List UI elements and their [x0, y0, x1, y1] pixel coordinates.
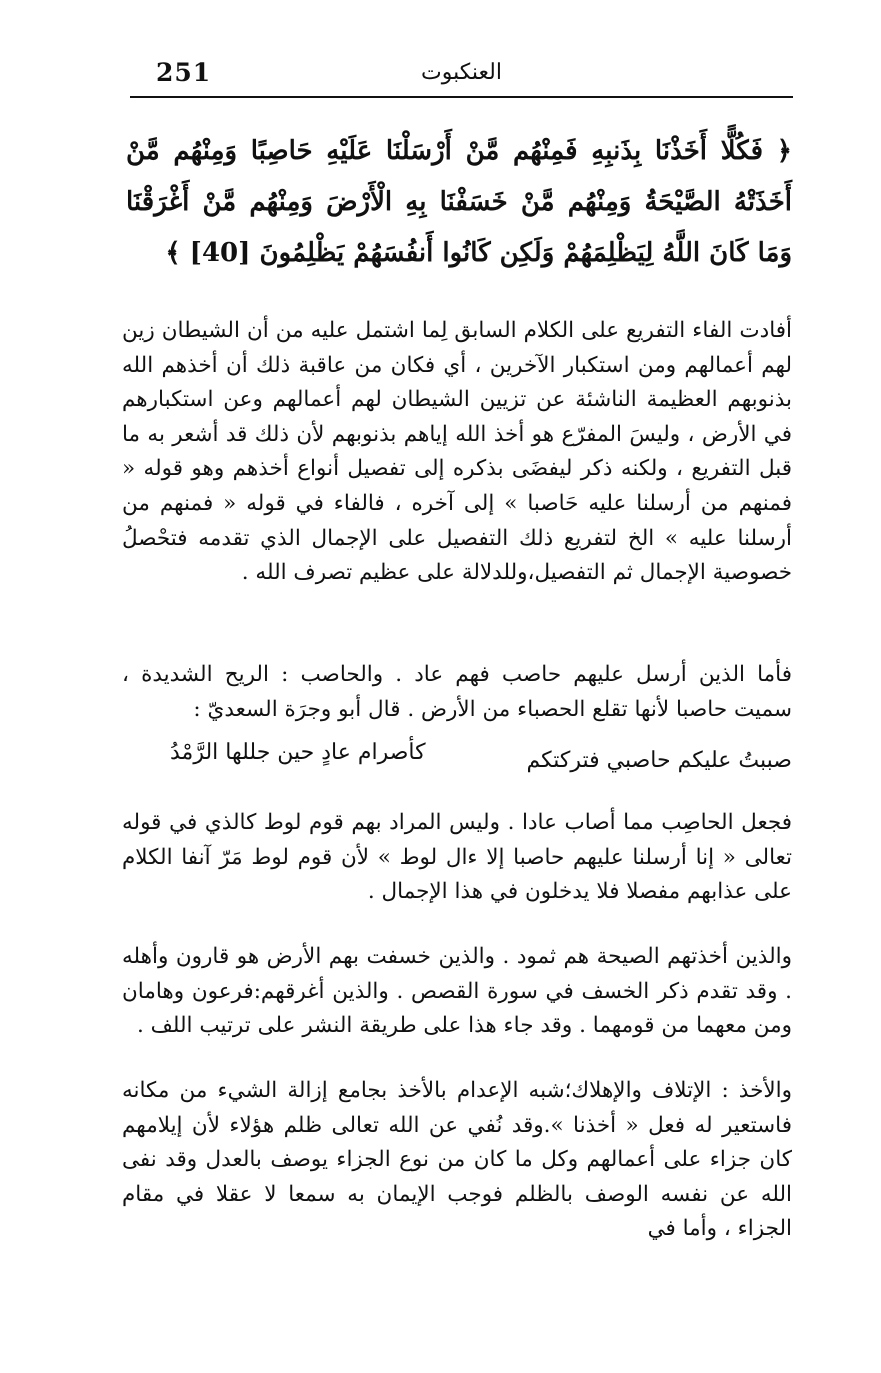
paragraph-1: أفادت الفاء التفريع على الكلام السابق لِما اشتمل عليه من أن الشيطان زين لهم أعمالهم ومن استكبار الآخرين ، أي فكان من عاقبة ذلك أن أخذهم الله بذنوبهم العظيمة الناشئة عن تزيين الشيطان لهم أعمالهم وعن استكبارهم في الأرض ، وليسَ المفرّع هو أخذ الله إياهم بذنوبهم لأن ذلك قد أشعر به ما قبل التفريع ، ولكنه ذكر ليفضَى بذكره إلى تفصيل أنواع أخذهم وهو قوله « فمنهم من أرسلنا عليه حَاصبا » إلى آخره ، فالفاء في قوله « فمنهم من أرسلنا عليه » الخ لتفريع ذلك التفصيل على الإجمال الذي تقدمه فتحْصلُ خصوصية الإجمال ثم التفصيل،وللدلالة على عظيم تصرف الله . [122, 318, 792, 586]
page-header [130, 52, 793, 98]
paragraph-3: فجعل الحاصِب مما أصاب عادا . وليس المراد بهم قوم لوط كالذي في قوله تعالى « إنا أرسلنا عليهم حاصبا إلا ءال لوط » لأن قوم لوط مَرّ آنفا الكلام على عذابهم مفصلا فلا يدخلون في هذا الإجمال . [122, 810, 792, 905]
paragraph-4: والذين أخذتهم الصيحة هم ثمود . والذين خسفت بهم الأرض هو قارون وأهله . وقد تقدم ذكر الخسف في سورة القصص . والذين أغرقهم:فرعون وهامان ومن معهما من قومهما . وقد جاء هذا على طريقة النشر على ترتيب اللف . [122, 944, 792, 1039]
quran-verse: ﴿ فَكُلًّا أَخَذْنَا بِذَنبِهِ فَمِنْهُم مَّنْ أَرْسَلْنَا عَلَيْهِ حَاصِبًا وَمِنْهُم مَّنْ أَخَذَتْهُ الصَّيْحَةُ وَمِنْهُم مَّنْ خَسَفْنَا بِهِ الْأَرْضَ وَمِنْهُم مَّنْ أَغْرَقْنَا وَمَا كَانَ اللَّهُ لِيَظْلِمَهُمْ وَلَكِن كَانُوا أَنفُسَهُمْ يَظْلِمُونَ [40] ﴾ [126, 136, 792, 268]
poem-second-hemistich: كأصرام عادٍ حين جللها الرَّمْدُ [170, 740, 426, 765]
poem-first-hemistich: صببتُ عليكم حاصبي فتركتكم [526, 748, 792, 773]
paragraph-5: والأخذ : الإتلاف والإهلاك؛شبه الإعدام بالأخذ بجامع إزالة الشيء من مكانه فاستعير له فعل « أخذنا ».وقد نُفي عن الله تعالى ظلم هؤلاء لأن إيلامهم كان جزاء على أعمالهم وكل ما كان من نوع الجزاء يوصف بالعدل وقد نفى الله عن نفسه الوصف بالظلم فوجب الإيمان به سمعا لا عقلا في مقام الجزاء ، وأما في [122, 1078, 792, 1242]
running-title: العنكبوت [421, 60, 502, 85]
page-number: 251 [156, 58, 212, 87]
paragraph-2: فأما الذين أرسل عليهم حاصب فهم عاد . والحاصب : الريح الشديدة ، سميت حاصبا لأنها تقلع الحصباء من الأرض . قال أبو وجرَة السعديّ : [122, 662, 792, 722]
poem-verse [130, 740, 792, 788]
